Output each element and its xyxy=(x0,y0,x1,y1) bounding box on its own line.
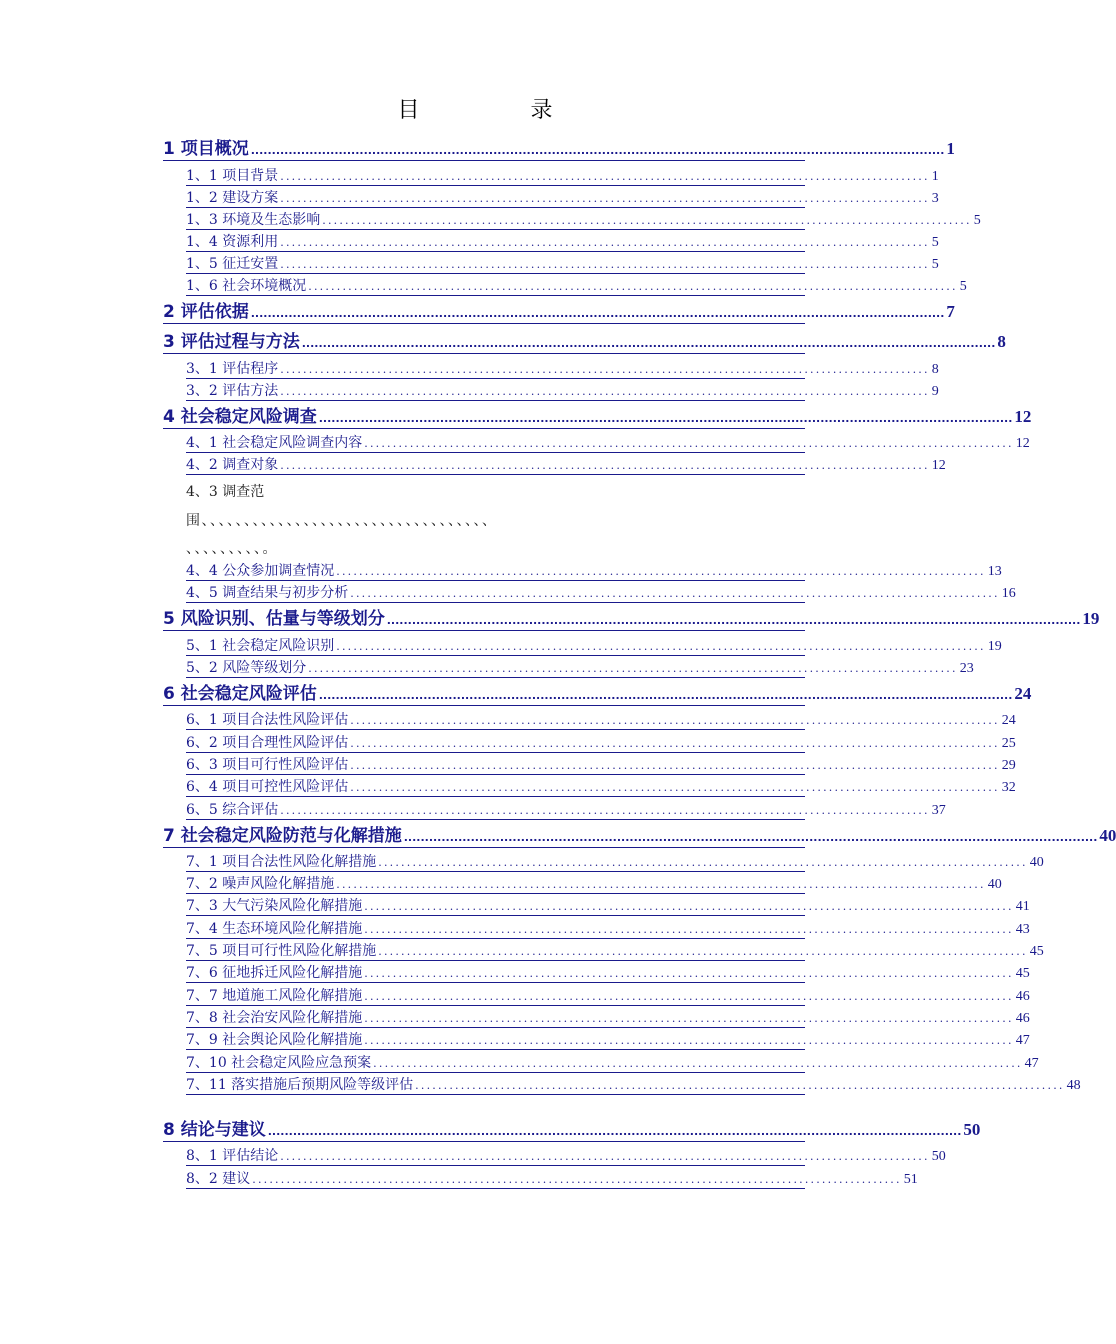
toc-label: 1、1 项目背景 xyxy=(186,168,279,184)
toc-label: 6、2 项目合理性风险评估 xyxy=(186,735,349,751)
toc-label: 1、5 征迁安置 xyxy=(186,256,279,272)
toc-leader: .................................................................................................................. xyxy=(280,192,930,205)
toc-leader: .................................................................................................................. xyxy=(350,759,1000,772)
toc-page: 37 xyxy=(931,803,946,818)
toc-leader: .................................................................................................................. xyxy=(308,662,958,675)
toc-leader: .................................................................................................................. xyxy=(364,1012,1014,1025)
toc-page: 32 xyxy=(1001,780,1016,795)
toc-leader: .................................................................................................................. xyxy=(336,565,986,578)
toc-entry-4-3-line2: 围、、、、、、、、、、、、、、、、、、、、、、、、、、、、、、、、、、 xyxy=(186,513,498,529)
toc-entry-7-11[interactable] xyxy=(186,1076,1081,1095)
toc-page: 23 xyxy=(959,661,974,676)
toc-entry-8-2[interactable] xyxy=(186,1170,918,1189)
toc-leader: .................................................................................................................. xyxy=(280,385,930,398)
toc-leader: .................................................................................................................. xyxy=(280,459,930,472)
toc-leader: .................................................................................................................. xyxy=(364,923,1014,936)
toc-leader: .................................................................................................................. xyxy=(350,737,1000,750)
toc-entry-7-8[interactable] xyxy=(186,1009,1030,1028)
toc-entry-1-4[interactable] xyxy=(186,233,939,252)
toc-entry-4[interactable] xyxy=(163,406,1032,429)
toc-entry-7-3[interactable] xyxy=(186,897,1030,916)
toc-entry-6-2[interactable] xyxy=(186,734,1016,753)
toc-entry-7-2[interactable] xyxy=(186,875,1002,894)
toc-leader: .................................................................................................................. xyxy=(350,714,1000,727)
toc-page: 40 xyxy=(987,877,1002,892)
toc-page: 19 xyxy=(1082,609,1100,628)
toc-label: 4、1 社会稳定风险调查内容 xyxy=(186,435,363,451)
toc-page: 13 xyxy=(987,564,1002,579)
toc-page: 40 xyxy=(1099,826,1116,845)
toc-label: 8、1 评估结论 xyxy=(186,1148,279,1164)
toc-page: 5 xyxy=(931,257,939,272)
toc-label: 7、1 项目合法性风险化解措施 xyxy=(186,854,377,870)
toc-label: 7、8 社会治安风险化解措施 xyxy=(186,1010,363,1026)
toc-entry-7-5[interactable] xyxy=(186,942,1044,961)
toc-entry-6[interactable] xyxy=(163,683,1032,706)
toc-label: 5、1 社会稳定风险识别 xyxy=(186,638,335,654)
toc-label: 7、10 社会稳定风险应急预案 xyxy=(186,1055,372,1071)
toc-leader: .................................................................................................................. xyxy=(322,214,972,227)
toc-label: 7、6 征地拆迁风险化解措施 xyxy=(186,965,363,981)
toc-leader: .................................................................................................................. xyxy=(336,640,986,653)
toc-leader: .................................................................................................................. xyxy=(364,1034,1014,1047)
toc-entry-8[interactable] xyxy=(163,1119,981,1142)
toc-leader: ...................................................................................................................................................................... xyxy=(318,689,1013,702)
toc-label: 5、2 风险等级划分 xyxy=(186,660,307,676)
toc-leader: ...................................................................................................................................................................... xyxy=(250,144,945,157)
toc-leader: ...................................................................................................................................................................... xyxy=(301,337,996,350)
toc-page: 48 xyxy=(1066,1078,1081,1093)
toc-entry-6-1[interactable] xyxy=(186,711,1016,730)
toc-entry-7-1[interactable] xyxy=(186,853,1044,872)
toc-label: 7、3 大气污染风险化解措施 xyxy=(186,898,363,914)
toc-leader: ...................................................................................................................................................................... xyxy=(250,307,945,320)
toc-page: 41 xyxy=(1015,899,1030,914)
toc-leader: .................................................................................................................. xyxy=(280,236,930,249)
toc-label: 6、3 项目可行性风险评估 xyxy=(186,757,349,773)
toc-entry-7-10[interactable] xyxy=(186,1054,1039,1073)
toc-label: 2 评估依据 xyxy=(163,302,249,322)
toc-label: 8、2 建议 xyxy=(186,1171,251,1187)
toc-page: 1 xyxy=(946,139,955,158)
toc-label: 1、3 环境及生态影响 xyxy=(186,212,321,228)
toc-leader: .................................................................................................................. xyxy=(373,1057,1023,1070)
toc-label: 3、1 评估程序 xyxy=(186,361,279,377)
toc-entry-1-6[interactable] xyxy=(186,277,967,296)
toc-page: 19 xyxy=(987,639,1002,654)
toc-label: 4、5 调查结果与初步分析 xyxy=(186,585,349,601)
toc-entry-5-1[interactable] xyxy=(186,637,1002,656)
toc-page: 47 xyxy=(1015,1033,1030,1048)
toc-page: 46 xyxy=(1015,989,1030,1004)
toc-leader: .................................................................................................................. xyxy=(308,280,958,293)
toc-page: 9 xyxy=(931,384,939,399)
toc-entry-7-6[interactable] xyxy=(186,964,1030,983)
toc-label: 7 社会稳定风险防范与化解措施 xyxy=(163,826,402,846)
toc-page: 50 xyxy=(963,1120,981,1139)
toc-page: 40 xyxy=(1029,855,1044,870)
toc-entry-2[interactable] xyxy=(163,301,955,324)
toc-entry-4-3-line3: 、、、、、、、、、。 xyxy=(186,541,278,557)
toc-entry-3-1[interactable] xyxy=(186,360,939,379)
toc-label: 3、2 评估方法 xyxy=(186,383,279,399)
toc-page: 46 xyxy=(1015,1011,1030,1026)
toc-page: 50 xyxy=(931,1149,946,1164)
toc-page: 5 xyxy=(973,213,981,228)
toc-page: 45 xyxy=(1015,966,1030,981)
toc-leader: ...................................................................................................................................................................... xyxy=(318,412,1013,425)
toc-label: 6、1 项目合法性风险评估 xyxy=(186,712,349,728)
toc-page: 5 xyxy=(931,235,939,250)
toc-leader: .................................................................................................................. xyxy=(378,945,1028,958)
toc-entry-5-2[interactable] xyxy=(186,659,974,678)
toc-label: 4、2 调查对象 xyxy=(186,457,279,473)
toc-entry-3[interactable] xyxy=(163,331,1006,354)
toc-entry-4-5[interactable] xyxy=(186,584,1016,603)
toc-leader: ...................................................................................................................................................................... xyxy=(267,1125,962,1138)
toc-entry-4-2[interactable] xyxy=(186,456,946,475)
toc-leader: .................................................................................................................. xyxy=(280,363,930,376)
toc-leader: .................................................................................................................. xyxy=(364,900,1014,913)
toc-entry-6-4[interactable] xyxy=(186,778,1016,797)
toc-entry-7[interactable] xyxy=(163,825,1116,848)
toc-leader: .................................................................................................................. xyxy=(415,1079,1065,1092)
toc-entry-8-1[interactable] xyxy=(186,1147,946,1166)
toc-entry-4-3-line1: 4、3 调查范 xyxy=(186,484,265,500)
toc-label: 7、4 生态环境风险化解措施 xyxy=(186,921,363,937)
toc-label: 1 项目概况 xyxy=(163,139,249,159)
toc-label: 6 社会稳定风险评估 xyxy=(163,684,317,704)
toc-page: 12 xyxy=(1015,436,1030,451)
toc-entry-7-7[interactable] xyxy=(186,987,1030,1006)
toc-page: 8 xyxy=(931,362,939,377)
toc-page: 24 xyxy=(1014,684,1032,703)
toc-page: 12 xyxy=(931,458,946,473)
toc-entry-4-4[interactable] xyxy=(186,562,1002,581)
toc-page: 1 xyxy=(931,169,939,184)
toc-page: 45 xyxy=(1029,944,1044,959)
toc-label: 7、9 社会舆论风险化解措施 xyxy=(186,1032,363,1048)
toc-leader: .................................................................................................................. xyxy=(280,258,930,271)
toc-page: 5 xyxy=(959,279,967,294)
toc-entry-7-9[interactable] xyxy=(186,1031,1030,1050)
toc-entry-6-3[interactable] xyxy=(186,756,1016,775)
toc-page: 25 xyxy=(1001,736,1016,751)
toc-label: 1、2 建设方案 xyxy=(186,190,279,206)
toc-label: 7、11 落实措施后预期风险等级评估 xyxy=(186,1077,414,1093)
toc-entry-5[interactable] xyxy=(163,608,1100,631)
toc-label: 8 结论与建议 xyxy=(163,1120,266,1140)
toc-entry-1-3[interactable] xyxy=(186,211,981,230)
toc-label: 6、5 综合评估 xyxy=(186,802,279,818)
toc-leader: .................................................................................................................. xyxy=(336,878,986,891)
toc-label: 1、6 社会环境概况 xyxy=(186,278,307,294)
toc-page: 7 xyxy=(946,302,955,321)
toc-entry-7-4[interactable] xyxy=(186,920,1030,939)
toc-leader: .................................................................................................................. xyxy=(350,781,1000,794)
toc-page: 12 xyxy=(1014,407,1032,426)
toc-entry-1[interactable] xyxy=(163,138,955,161)
toc-label: 5 风险识别、估量与等级划分 xyxy=(163,609,385,629)
toc-label: 7、7 地道施工风险化解措施 xyxy=(186,988,363,1004)
toc-leader: .................................................................................................................. xyxy=(280,804,930,817)
toc-entry-1-2[interactable] xyxy=(186,189,939,208)
toc-page: 24 xyxy=(1001,713,1016,728)
toc-page: 29 xyxy=(1001,758,1016,773)
toc-entry-3-2[interactable] xyxy=(186,382,939,401)
toc-label: 6、4 项目可控性风险评估 xyxy=(186,779,349,795)
toc-leader: ...................................................................................................................................................................... xyxy=(403,831,1098,844)
toc-entry-1-5[interactable] xyxy=(186,255,939,274)
toc-label: 4 社会稳定风险调查 xyxy=(163,407,317,427)
toc-page: 3 xyxy=(931,191,939,206)
toc-page: 51 xyxy=(903,1172,918,1187)
toc-leader: .................................................................................................................. xyxy=(350,587,1000,600)
toc-label: 7、5 项目可行性风险化解措施 xyxy=(186,943,377,959)
toc-entry-1-1[interactable] xyxy=(186,167,939,186)
toc-page: 8 xyxy=(997,332,1006,351)
page-title: 目 录 xyxy=(397,98,605,123)
toc-leader: .................................................................................................................. xyxy=(364,437,1014,450)
toc-leader: .................................................................................................................. xyxy=(364,967,1014,980)
toc-leader: .................................................................................................................. xyxy=(378,856,1028,869)
toc-label: 1、4 资源利用 xyxy=(186,234,279,250)
toc-entry-6-5[interactable] xyxy=(186,801,946,820)
toc-label: 4、4 公众参加调查情况 xyxy=(186,563,335,579)
toc-leader: .................................................................................................................. xyxy=(280,1150,930,1163)
toc-leader: ...................................................................................................................................................................... xyxy=(386,614,1081,627)
toc-leader: .................................................................................................................. xyxy=(252,1173,902,1186)
toc-label: 7、2 噪声风险化解措施 xyxy=(186,876,335,892)
toc-leader: .................................................................................................................. xyxy=(280,170,930,183)
toc-entry-4-1[interactable] xyxy=(186,434,1030,453)
toc-page: 16 xyxy=(1001,586,1016,601)
toc-page: 47 xyxy=(1024,1056,1039,1071)
toc-leader: .................................................................................................................. xyxy=(364,990,1014,1003)
toc-page: 43 xyxy=(1015,922,1030,937)
toc-label: 3 评估过程与方法 xyxy=(163,332,300,352)
